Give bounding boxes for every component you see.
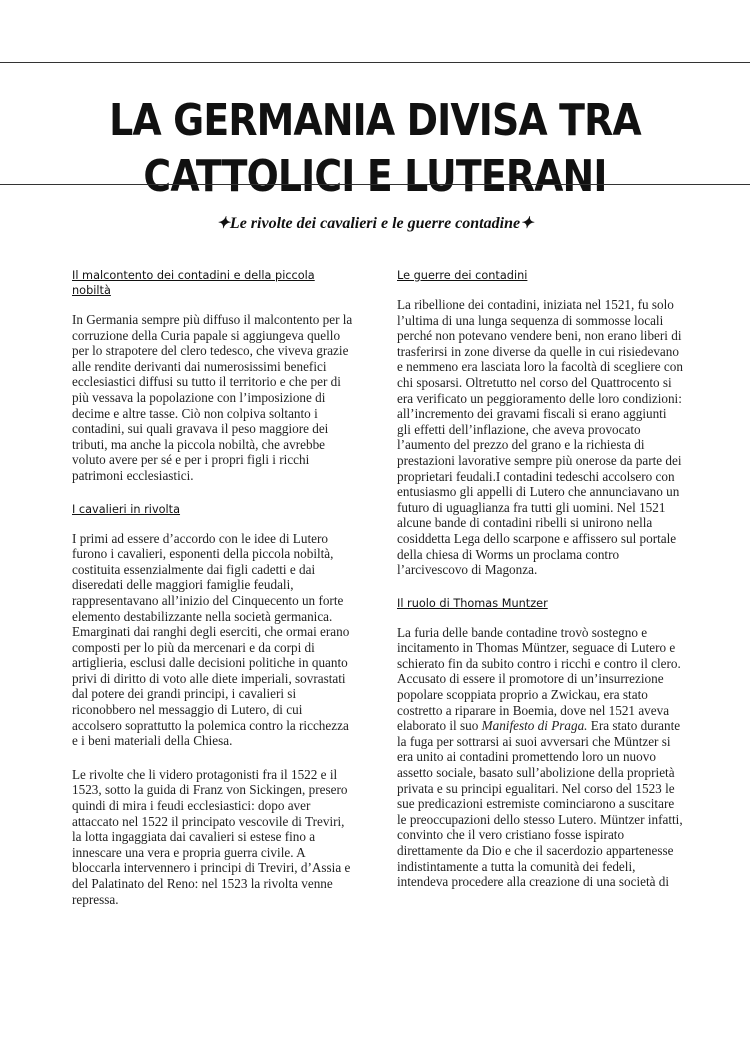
page-title: LA GERMANIA DIVISA TRA CATTOLICI E LUTERANI <box>109 95 641 203</box>
title-bottom-rule <box>0 184 750 185</box>
section-heading-cavalieri: I cavalieri in rivolta <box>72 502 181 516</box>
paragraph-muntzer-part2: Era stato durante la fuga per sottrarsi ai suoi avversari che Müntzer si era unito ai contadini promettendo loro un nuovo assetto sociale, basato sull’abolizione della proprietà privata e su principi egualitari. Nel corso del 1523 le sue predicazioni estremiste cominciarono a suscitare le preoccupazioni dello stesso Lutero. Müntzer infatti, convinto che il vero cristiano fosse ispirato direttamente da Dio e che il sacerdozio appartenesse indistintamente a tutta la comunità dei fedeli, intendeva procedere alla creazione di una società di <box>397 718 683 890</box>
paragraph-malcontento: In Germania sempre più diffuso il malcontento per la corruzione della Curia papale si aggiungeva quello per lo strapotere del clero tedesco, che viveva grazie alle rendite derivanti dai numerosissimi benefici ecclesiastici diffusi su tutto il territorio e che per di più vessava la popolazione con l’imposizione di decime e altre tasse. Ciò non colpiva soltanto i contadini, sui quali gravava il peso maggiore dei tributi, ma anche la piccola nobiltà, che avrebbe voluto avere per sé e per i propri figli i ricchi patrimoni ecclesiastici. <box>72 312 353 483</box>
paragraph-cavalieri-1: I primi ad essere d’accordo con le idee di Lutero furono i cavalieri, esponenti della piccola nobiltà, costituita essenzialmente dai figli cadetti e dai diseredati delle maggiori famiglie feudali, rappresentavano all’inizio del Cinquecento un forte elemento destabilizzante nella società germanica. Emarginati dai ranghi degli eserciti, che ormai erano composti per lo più da mercenari e da corpi di artiglieria, esclusi dalle decisioni politiche in quanto privi di diritto di voto alle diete imperiali, sovrastati dal potere dei grandi principi, i cavalieri si riconobbero nel messaggio di Lutero, di cui accolsero soprattutto la polemica contro la ricchezza e i beni materiali della Chiesa. <box>72 530 350 749</box>
paragraph-muntzer <box>397 625 683 890</box>
paragraph-cavalieri-2: Le rivolte che li videro protagonisti fra il 1522 e il 1523, sotto la guida di Franz von Sickingen, presero quindi di mira i feudi ecclesiastici: dopo aver attaccato nel 1522 il principato vescovile di Treviri, la lotta ingaggiata dai cavalieri si estese fino a innescare una vera e propria guerra civile. A bloccarla intervennero i principi di Treviri, d’Assia e del Palatinato del Reno: nel 1523 la rivolta venne repressa. <box>72 766 351 907</box>
section-heading-guerre-contadini: Le guerre dei contadini <box>397 269 528 282</box>
manifesto-title: Manifesto di Praga. <box>481 718 588 734</box>
paragraph-muntzer-part1: La furia delle bande contadine trovò sostegno e incitamento in Thomas Müntzer, seguace di Lutero e schierato fin da subito contro i ricchi e contro il clero. Accusato di essere il promotore di un’insurrezione popolare scoppiata proprio a Zwickau, era stato costretto a riparare in Boemia, dove nel 1521 aveva elaborato il suo <box>397 624 681 734</box>
title-top-rule <box>0 62 750 63</box>
left-column <box>72 268 354 919</box>
page-subtitle: ✦Le rivolte dei cavalieri e le guerre contadine✦ <box>216 215 534 232</box>
right-column <box>397 268 683 902</box>
section-heading-malcontento: Il malcontento dei contadini e della piccola nobiltà <box>72 269 315 297</box>
section-heading-muntzer: Il ruolo di Thomas Muntzer <box>397 596 548 610</box>
paragraph-guerre-contadini: La ribellione dei contadini, iniziata nel 1521, fu solo l’ultima di una lunga sequenza di sommosse locali perché non potevano vendere beni, non erano liberi di trasferirsi in zone diverse da quelle in cui risiedevano e nemmeno era lasciata loro la facoltà di scegliere con chi sposarsi. Oltretutto nel corso del Quattrocento si era verificato un peggioramento delle loro condizioni: all’incremento dei gravami fiscali si erano aggiunti gli effetti dell’inflazione, che aveva provocato l’aumento del prezzo del grano e la richiesta di prestazioni lavorative sempre più onerose da parte dei proprietari feudali.I contadini tedeschi accolsero con entusiasmo gli appelli di Lutero che annunciavano un futuro di uguaglianza fra tutti gli uomini. Nel 1521 alcune bande di contadini ribelli si unirono nella cosiddetta Lega dello scarpone e affissero sul portale della chiesa di Worms un proclama contro l’arcivescovo di Magonza. <box>397 297 683 578</box>
